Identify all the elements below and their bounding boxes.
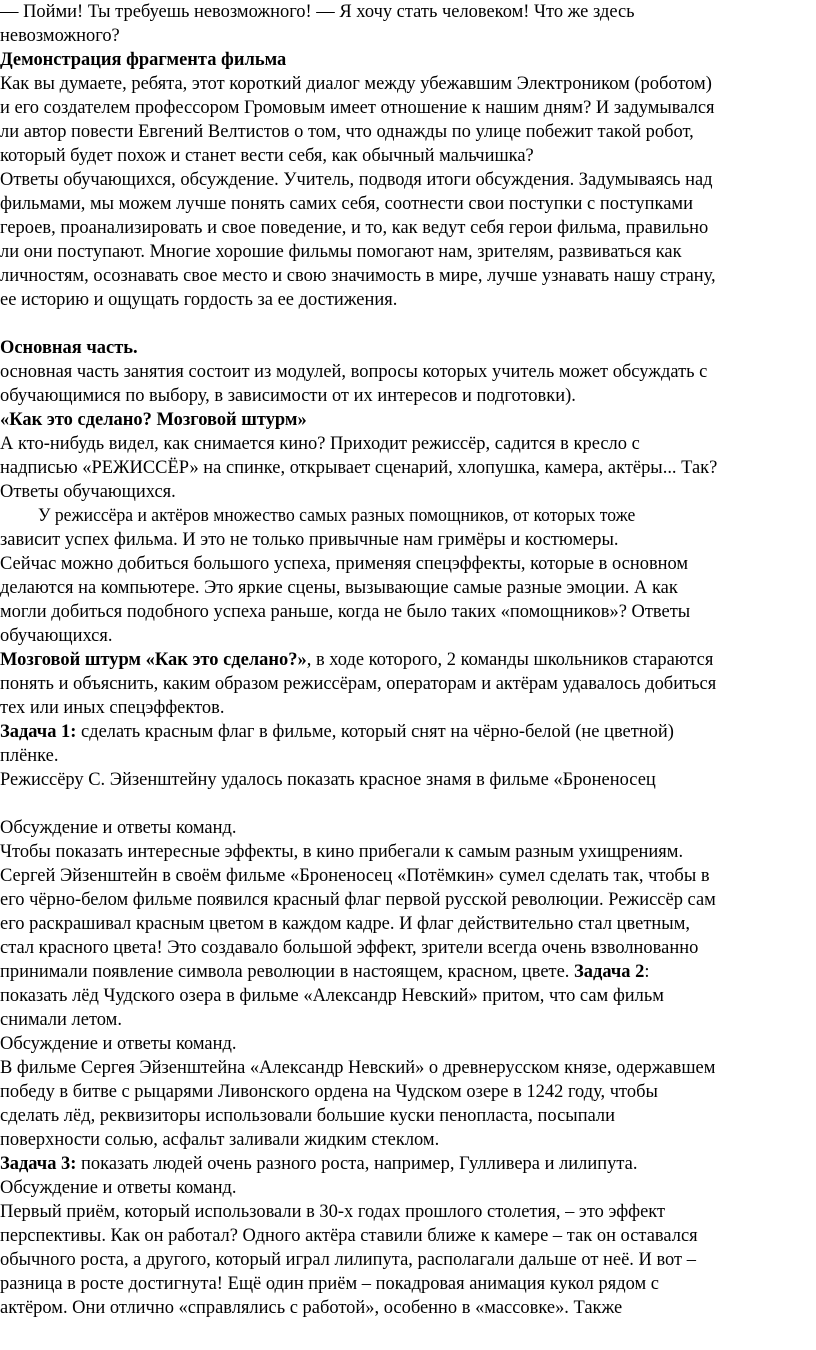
text: Чтобы показать интересные эффекты, в кино прибегали к самым разным ухищрениям. [0,842,684,862]
text: его раскрашивал красным цветом в каждом кадре. И флаг действительно стал цветным, [0,914,690,934]
bold-text: Задача 2 [574,962,645,982]
bold-text: Задача 3: [0,1154,77,1174]
text-line [0,216,814,240]
text-line [0,1056,814,1080]
text: Обсуждение и ответы команд. [0,1178,237,1198]
text-line [0,192,814,216]
text: понять и объяснить, каким образом режиссёрам, операторам и актёрам удавалось добиться [0,674,717,694]
text: Сейчас можно добиться большого успеха, применяя спецэффекты, которые в основном [0,554,689,574]
text: плёнке. [0,746,59,766]
text: могли добиться подобного успеха раньше, когда не было таких «помощников»? Ответы [0,602,691,622]
text-line [0,600,814,624]
text: Режиссёру С. Эйзенштейну удалось показать красное знамя в фильме «Броненосец [0,770,656,790]
text: , в ходе которого, 2 команды школьников стараются [306,650,714,670]
text-line [0,1200,814,1224]
text: стал красного цвета! Это создавало большой эффект, зрители всегда очень взволнованно [0,938,699,958]
text: делаются на компьютере. Это яркие сцены, вызывающие самые разные эмоции. А как [0,578,678,598]
text: обучающихся. [0,626,113,646]
text-line [0,120,814,144]
text: Сергей Эйзенштейн в своём фильме «Броненосец «Потёмкин» сумел сделать так, чтобы в [0,866,710,886]
text-line [0,528,814,552]
text: показать лёд Чудского озера в фильме «Александр Невский» притом, что сам фильм [0,986,664,1006]
text: победу в битве с рыцарями Ливонского ордена на Чудском озере в 1242 году, чтобы [0,1082,658,1102]
text: В фильме Сергея Эйзенштейна «Александр Невский» о древнерусском князе, одержавшем [0,1058,716,1078]
text-line [0,360,814,384]
text-line [0,1248,814,1272]
text-line [0,1272,814,1296]
text: ли автор повести Евгений Велтистов о том, что однажды по улице побежит такой робот, [0,122,694,142]
text-line [0,168,814,192]
text: обучающимися по выбору, в зависимости от их интересов и подготовки). [0,386,576,406]
text-line [0,24,814,48]
text: — Пойми! Ты требуешь невозможного! — Я хочу стать человеком! Что же здесь [0,2,635,22]
text-line [0,552,814,576]
text: принимали появление символа революции в настоящем, красном, цвете. [0,962,575,982]
text-line [0,936,814,960]
text: невозможного? [0,26,120,46]
text: разница в росте достигнута! Ещё один приём – покадровая анимация кукол рядом с [0,1274,659,1294]
bold-text: Основная часть. [0,338,138,358]
text: Ответы обучающихся. [0,482,176,502]
text: поверхности солью, асфальт заливали жидким стеклом. [0,1130,440,1150]
text-line [0,288,814,312]
text: фильмами, мы можем лучше понять самих себя, соотнести свои поступки с поступками [0,194,693,214]
text-line [0,1296,814,1320]
text-line [0,672,814,696]
text-line [0,576,814,600]
text-line [0,912,814,936]
bold-text: «Как это сделано? Мозговой штурм» [0,410,307,430]
text: надписью «РЕЖИССЁР» на спинке, открывает сценарий, хлопушка, камера, актёры... Так? [0,458,718,478]
text-line [0,432,814,456]
text-line [0,696,814,720]
text-line [0,1128,814,1152]
text-line [0,1104,814,1128]
bold-text: Мозговой штурм «Как это сделано?» [0,650,307,670]
text-line [0,1224,814,1248]
text-line [0,456,814,480]
text: Ответы обучающихся, обсуждение. Учитель, подводя итоги обсуждения. Задумываясь над [0,170,713,190]
text-line [0,1008,814,1032]
text: показать людей очень разного роста, например, Гулливера и лилипута. [76,1154,638,1174]
text: У режиссёра и актёров множество самых разных помощников, от которых тоже [38,506,636,526]
text: сделать красным флаг в фильме, который снят на чёрно-белой (не цветной) [76,722,674,742]
text-line [0,480,814,504]
bold-text: Задача 1: [0,722,77,742]
text-line [0,72,814,96]
text: его чёрно-белом фильме появился красный флаг первой русской революции. Режиссёр сам [0,890,716,910]
text-line [0,264,814,288]
text-line [0,408,814,432]
text: снимали летом. [0,1010,122,1030]
text-line [0,1176,814,1200]
text: : [644,962,650,982]
text: сделать лёд, реквизиторы использовали большие куски пенопласта, посыпали [0,1106,616,1126]
text-line [0,648,814,672]
text: личностям, осознавать свое место и свою значимость в мире, лучше узнавать нашу страну, [0,266,716,286]
text-line [0,768,814,792]
text: героев, проанализировать и свое поведение, и то, как ведут себя герои фильма, правильно [0,218,709,238]
text-line [0,1152,814,1176]
text: обычного роста, а другого, который играл лилипута, располагали дальше от неё. И вот – [0,1250,696,1270]
text-line [0,1032,814,1056]
text-line [0,840,814,864]
text: ее историю и ощущать гордость за ее достижения. [0,290,398,310]
text-line [0,384,814,408]
text-line [0,864,814,888]
bold-text: Демонстрация фрагмента фильма [0,50,287,70]
text: и его создателем профессором Громовым имеет отношение к нашим дням? И задумывался [0,98,715,118]
text: А кто-нибудь видел, как снимается кино? Приходит режиссёр, садится в кресло с [0,434,640,454]
text: перспективы. Как он работал? Одного актёра ставили ближе к камере – так он оставался [0,1226,698,1246]
text: Обсуждение и ответы команд. [0,1034,237,1054]
text-line [0,336,814,360]
text: актёром. Они отлично «справлялись с работой», особенно в «массовке». Также [0,1298,623,1318]
text: зависит успех фильма. И это не только привычные нам гримёры и костюмеры. [0,530,619,550]
text-line [0,888,814,912]
text-line [0,960,814,984]
text: основная часть занятия состоит из модулей, вопросы которых учитель может обсуждать с [0,362,708,382]
text: который будет похож и станет вести себя, как обычный мальчишка? [0,146,534,166]
text: Первый приём, который использовали в 30-х годах прошлого столетия, – это эффект [0,1202,666,1222]
text-line [0,96,814,120]
text-line [0,0,814,24]
text-line [0,984,814,1008]
text: Обсуждение и ответы команд. [0,818,237,838]
text-line [0,744,814,768]
text-line [0,240,814,264]
text: ли они поступают. Многие хорошие фильмы помогают нам, зрителям, развиваться как [0,242,682,262]
text-line [0,504,814,528]
text-line [0,48,814,72]
text-line [0,720,814,744]
text-line [0,144,814,168]
text-line [0,1080,814,1104]
text: тех или иных спецэффектов. [0,698,225,718]
text-line [0,816,814,840]
text: Как вы думаете, ребята, этот короткий диалог между убежавшим Электроником (роботом) [0,74,712,94]
text-line [0,624,814,648]
